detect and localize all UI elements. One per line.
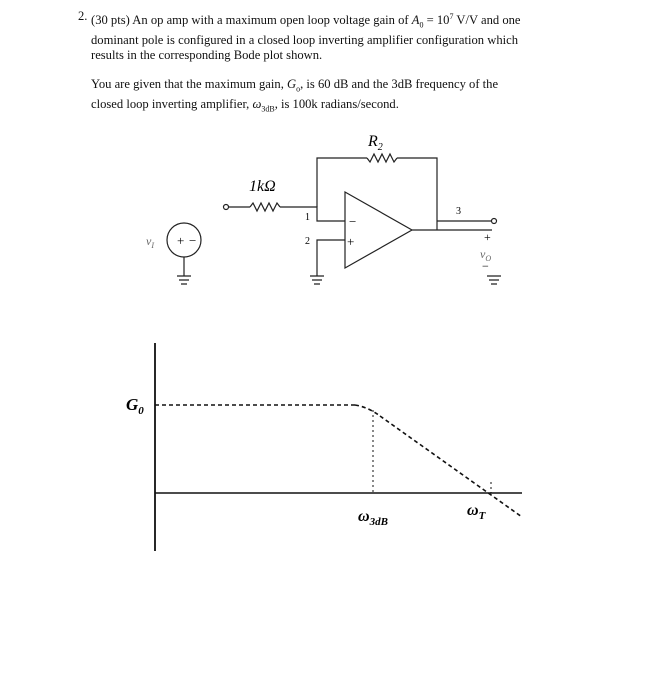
- opamp-triangle: [345, 192, 412, 268]
- output-label: $v_O$: [480, 247, 492, 263]
- a0-sub: 0: [419, 20, 424, 30]
- output-terminal: [492, 219, 497, 224]
- w3db-symbol: ω: [252, 97, 262, 112]
- line-2: dominant pole is configured in a closed loop inverting amplifier configuration which: [91, 32, 519, 47]
- noninverting-input-wire: [317, 240, 345, 276]
- a0-exp: 7: [449, 12, 454, 21]
- g0-label: $G_0$: [126, 395, 144, 417]
- opamp-minus: −: [349, 214, 357, 229]
- r1-label: 1kΩ: [249, 178, 276, 195]
- opamp-plus: +: [347, 234, 355, 249]
- g0-sub: o: [296, 84, 301, 94]
- a0-eq: = 10: [423, 13, 450, 28]
- p2-a: You are given that the maximum gain,: [91, 77, 287, 92]
- feedback-wire-right: [397, 158, 437, 221]
- w3db-sub: 3dB: [261, 104, 275, 114]
- source-label: $v_I$: [146, 234, 154, 250]
- problem-number: 2.: [78, 9, 88, 23]
- a0-unit: V/V and one: [453, 13, 521, 28]
- a0-symbol: A: [411, 13, 420, 28]
- r2-resistor: [367, 154, 397, 162]
- p2-d: , is 100k radians/second.: [274, 97, 399, 112]
- ground-3: [487, 276, 501, 284]
- circuit: [167, 154, 501, 284]
- wt-label: $\omega_T$: [467, 502, 486, 522]
- r2-label: $R_2$: [368, 133, 383, 153]
- bode-knee: [355, 405, 380, 416]
- ground-1: [310, 276, 324, 284]
- bode-rolloff: [380, 416, 522, 517]
- source-plus: +: [177, 233, 185, 248]
- p2-b: , is 60 dB and the 3dB frequency of the: [300, 77, 499, 92]
- ground-2: [177, 276, 191, 284]
- output-minus: −: [482, 259, 489, 273]
- pin-3: 3: [456, 206, 461, 217]
- pin-1: 1: [305, 212, 310, 223]
- inverting-input-wire: [280, 207, 345, 221]
- intro-text: An op amp with a maximum open loop voltage gain of: [132, 13, 409, 28]
- source-minus: −: [189, 233, 197, 248]
- r1-resistor: [250, 203, 280, 211]
- pin-2: 2: [305, 236, 310, 247]
- line-3: results in the corresponding Bode plot shown.: [91, 48, 323, 63]
- g0-symbol: G: [287, 77, 297, 92]
- w3db-label: $\omega_{3dB}$: [358, 508, 388, 528]
- output-plus: +: [484, 230, 491, 244]
- input-terminal: [224, 205, 229, 210]
- points: (30 pts): [91, 13, 130, 28]
- bode-plot: [155, 343, 522, 551]
- output-wire: [412, 221, 492, 230]
- p2-c: closed loop inverting amplifier,: [91, 97, 253, 112]
